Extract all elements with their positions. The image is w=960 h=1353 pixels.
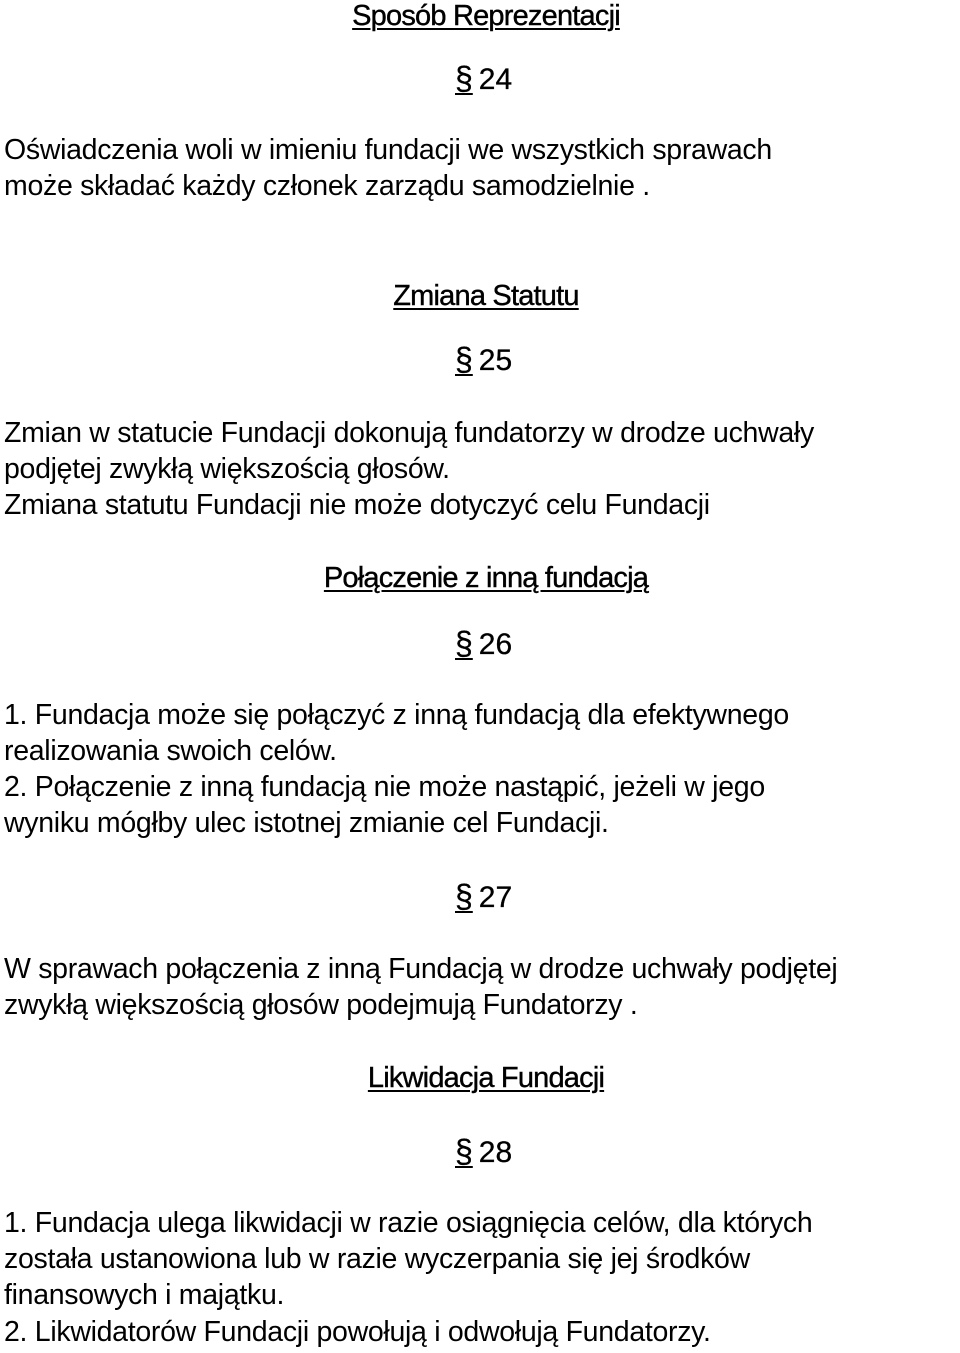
- paragraph-number: 25: [478, 344, 513, 377]
- section-sign-icon: §: [455, 1133, 473, 1169]
- heading-sposob-reprezentacji: Sposób Reprezentacji: [352, 0, 620, 32]
- paragraph-26: [455, 627, 512, 660]
- heading-polaczenie: Połączenie z inną fundacją: [323, 562, 649, 594]
- section-sign-icon: §: [455, 878, 473, 914]
- paragraph-number: 26: [478, 628, 513, 661]
- section-sign-icon: §: [455, 341, 473, 377]
- text-line: 2. Połączenie z inną fundacją nie może nastąpić, jeżeli w jego: [4, 771, 765, 803]
- text-line: realizowania swoich celów.: [4, 735, 337, 767]
- text-line: 1. Fundacja może się połączyć z inną fundacją dla efektywnego: [4, 699, 789, 731]
- text-line: Zmiana statutu Fundacji nie może dotyczyć celu Fundacji: [4, 489, 710, 521]
- paragraph-number: 27: [478, 881, 513, 914]
- heading-zmiana-statutu: Zmiana Statutu: [393, 280, 579, 312]
- paragraph-number: 24: [478, 63, 513, 96]
- text-line: podjętej zwykłą większością głosów.: [4, 453, 450, 485]
- text-line: może składać każdy członek zarządu samodzielnie .: [4, 170, 650, 202]
- text-line: W sprawach połączenia z inną Fundacją w drodze uchwały podjętej: [4, 953, 838, 985]
- text-line: wyniku mógłby ulec istotnej zmianie cel Fundacji.: [4, 807, 609, 839]
- text-line: finansowych i majątku.: [4, 1279, 285, 1311]
- text-line: zwykłą większością głosów podejmują Fundatorzy .: [4, 989, 638, 1021]
- text-line: została ustanowiona lub w razie wyczerpania się jej środków: [4, 1243, 750, 1275]
- section-sign-icon: §: [455, 60, 473, 96]
- section-sign-icon: §: [455, 625, 473, 661]
- heading-likwidacja: Likwidacja Fundacji: [367, 1062, 605, 1094]
- text-line: Oświadczenia woli w imieniu fundacji we wszystkich sprawach: [4, 134, 772, 166]
- paragraph-28: [455, 1135, 512, 1168]
- paragraph-27: [455, 880, 512, 913]
- paragraph-24: [455, 62, 512, 95]
- text-line: Zmian w statucie Fundacji dokonują fundatorzy w drodze uchwały: [4, 417, 814, 449]
- paragraph-number: 28: [478, 1136, 513, 1169]
- text-line: 2. Likwidatorów Fundacji powołują i odwołują Fundatorzy.: [4, 1316, 711, 1348]
- text-line: 1. Fundacja ulega likwidacji w razie osiągnięcia celów, dla których: [4, 1207, 813, 1239]
- paragraph-25: [455, 343, 512, 376]
